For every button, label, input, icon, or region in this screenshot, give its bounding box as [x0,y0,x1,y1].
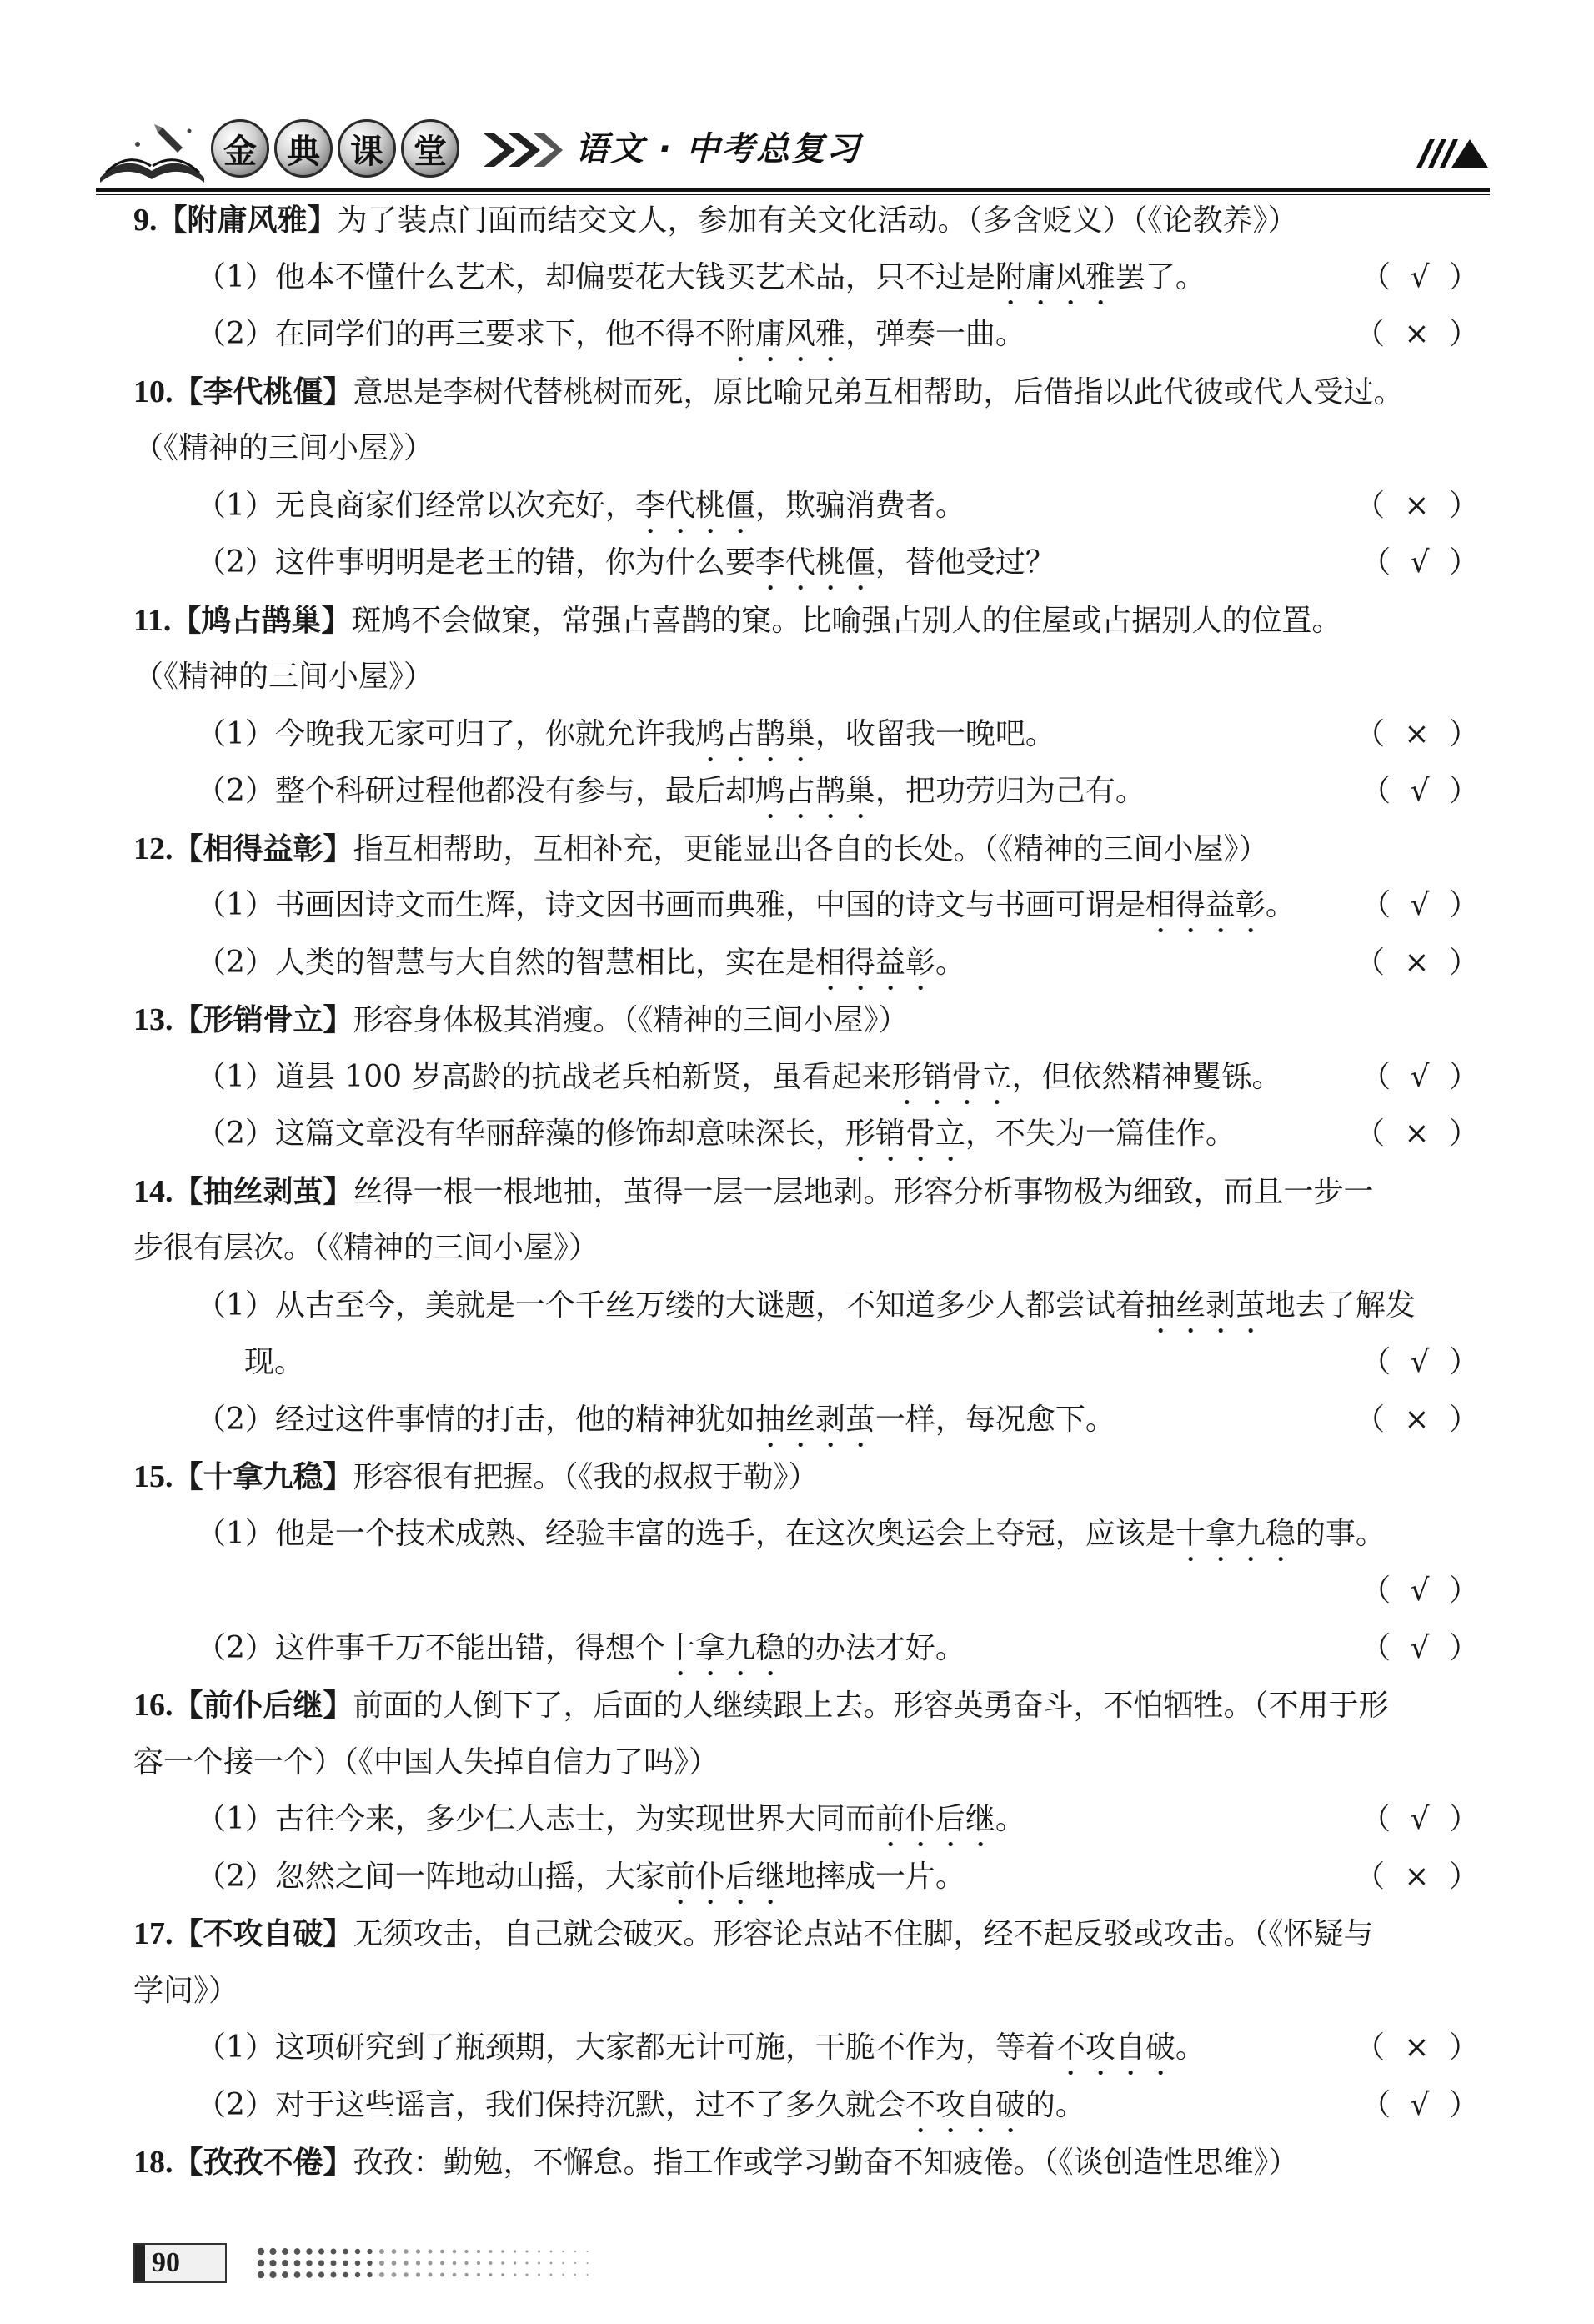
target-idiom: 形销骨立 [891,1059,1012,1094]
dot-mark [538,2274,540,2276]
dot-mark [538,2262,540,2265]
dot-mark [550,2274,553,2276]
answer-mark: （ √ ） [1361,1802,1484,1836]
target-idiom: 附庸风雅 [724,317,845,351]
dot-mark [331,2272,337,2278]
idiom-list [133,192,1484,2191]
idiom-heading: 【十拿九稳】 [173,1460,353,1494]
example-text: 一样，每况愈下。 [875,1402,1115,1437]
brand-title [211,119,459,178]
example-text: ，替他受过？ [875,545,1055,580]
idiom-definition: 前面的人倒下了，后面的人继续跟上去。形容英勇奋斗，不怕牺牲。（不用于形 [353,1689,1389,1723]
idiom-definition: 斑鸠不会做窠，常强占喜鹊的窠。比喻强占别人的住屋或占据别人的位置。 [351,603,1342,638]
dot-mark [392,2249,397,2254]
answer-mark: （ × ） [1354,1859,1484,1894]
dot-mark [428,2249,432,2253]
example-text: （1）这项研究到了瓶颈期，大家都无计可施，干脆不作为，等着 [196,2030,1055,2065]
example-text: （1）今晚我无家可归了，你就允许我 [196,716,695,751]
dot-mark [587,2274,589,2276]
dot-mark [574,2262,576,2264]
example-text: （1）无良商家们经常以次充好， [196,488,635,523]
dot-mark [404,2249,409,2254]
dot-mark [574,2251,576,2252]
dot-mark [501,2273,504,2276]
idiom-definition: 步很有层次。（《精神的三间小屋》） [133,1231,599,1265]
brand-char: 典 [274,119,333,178]
dot-mark [428,2272,432,2276]
example-sentence [133,306,1484,364]
example-sentence [133,478,1484,535]
idiom-definition: 形容很有把握。（《我的叔叔于勒》） [353,1460,819,1494]
dot-mark [562,2251,564,2252]
target-idiom: 不攻自破 [905,2087,1025,2122]
dot-mark [440,2250,444,2254]
dot-mark [282,2248,288,2255]
example-sentence [133,1849,1484,1906]
definition-continuation [133,1220,1484,1277]
dot-mark [258,2260,264,2266]
example-text: （1）他本不懂什么艺术，却偏要花大钱买艺术品，只不过是 [196,259,995,294]
definition-continuation [133,649,1484,706]
answer-mark: （ √ ） [1361,1574,1484,1608]
idiom-heading: 【不攻自破】 [173,1917,353,1951]
example-text: 现。 [244,1345,305,1379]
dot-mark [379,2261,384,2266]
example-sentence [133,1392,1484,1449]
entry-number: 12. [133,831,173,866]
dot-mark [392,2272,397,2277]
idiom-heading: 【李代桃僵】 [173,374,353,409]
example-text: 。 [995,1802,1025,1836]
dot-mark [587,2262,589,2264]
answer-mark: （ × ） [1354,716,1484,751]
answer-mark: （ √ ） [1361,259,1484,294]
dot-mark [489,2250,493,2253]
entry-heading-line [133,1163,1484,1221]
idiom-definition: 指互相帮助，互相补充，更能显出各自的长处。（《精神的三间小屋》） [353,831,1269,866]
idiom-definition: 无须攻击，自己就会破灭。形容论点站不住脚，经不起反驳或攻击。（《怀疑与 [353,1917,1374,1951]
dot-mark [269,2271,276,2278]
example-text: 的办法才好。 [784,1630,965,1665]
dot-mark [269,2248,276,2255]
dot-mark [501,2261,504,2265]
dot-mark [306,2271,312,2277]
example-text: （2）人类的智慧与大自然的智慧相比，实在是 [196,945,815,980]
dot-mark [331,2261,337,2266]
stripes-triangle-icon [1415,136,1490,169]
example-sentence [133,249,1484,307]
dot-mark [282,2271,288,2278]
example-text: （1）他是一个技术成熟、经验丰富的选手，在这次奥运会上夺冠，应该是 [196,1516,1175,1551]
example-sentence [133,1334,1484,1392]
dot-mark [318,2271,324,2277]
dot-mark [501,2250,504,2253]
dot-mark [428,2261,432,2265]
dot-mark [282,2260,288,2266]
target-idiom: 李代桃僵 [634,488,755,523]
idiom-definition: 学问》） [133,1973,239,2008]
answer-mark: （ √ ） [1361,1630,1484,1665]
target-idiom: 抽丝剥茧 [1145,1287,1266,1323]
dot-mark [538,2251,540,2253]
dot-mark [343,2261,348,2266]
dot-mark [587,2251,589,2252]
entry-heading-line [133,991,1484,1049]
example-text: （2）这件事千万不能出错，得想个 [196,1630,665,1665]
dot-mark [514,2273,516,2276]
target-idiom: 十拿九稳 [664,1630,785,1665]
example-text: （1）道县 100 岁高龄的抗战老兵柏新贤，虽看起来 [196,1059,892,1094]
dot-mark [574,2274,576,2276]
target-idiom: 鸠占鹊巢 [694,716,815,751]
example-text: （2）整个科研过程他都没有参与，最后却 [196,774,755,808]
dot-mark [464,2261,468,2265]
dot-mark [550,2262,553,2265]
example-text: 地去了解发 [1265,1287,1416,1323]
entry-heading-line [133,1905,1484,1963]
idiom-heading: 【形销骨立】 [173,1003,353,1037]
dot-mark [367,2249,372,2254]
dot-mark [343,2249,348,2255]
target-idiom: 附庸风雅 [995,259,1115,294]
idiom-heading: 【孜孜不倦】 [173,2146,353,2180]
target-idiom: 不攻自破 [1055,2030,1175,2065]
entry-number: 11. [133,602,172,638]
example-text: （1）古往今来，多少仁人志士，为实现世界大同而 [196,1802,875,1836]
answer-mark: （ × ） [1354,945,1484,980]
dot-mark [489,2261,493,2265]
example-sentence [133,935,1484,992]
example-sentence [133,1277,1484,1335]
definition-continuation [133,1734,1484,1792]
dot-mark [306,2260,312,2266]
page-header [96,104,1490,196]
idiom-heading: 【相得益彰】 [173,831,353,866]
entry-heading-line [133,364,1484,421]
entry-number: 13. [133,1002,173,1037]
example-text: 的事。 [1295,1516,1386,1551]
dot-mark [331,2249,337,2255]
dot-mark [392,2261,397,2266]
entry-heading-line [133,192,1484,249]
example-text: （2）在同学们的再三要求下，他不得不 [196,317,725,351]
dot-pattern-decoration [254,2245,604,2281]
answer-mark: （ × ） [1354,2030,1484,2065]
entry-number: 17. [133,1916,173,1951]
example-sentence [133,1506,1484,1564]
dot-mark [440,2261,444,2266]
dot-mark [525,2250,528,2252]
example-text: （1）从古至今，美就是一个千丝万缕的大谜题，不知道多少人都尝试着 [196,1287,1145,1323]
idiom-heading: 【前仆后继】 [173,1689,353,1723]
example-sentence [133,1049,1484,1107]
example-text: （2）这件事明明是老王的错，你为什么要 [196,545,755,580]
example-sentence [133,535,1484,592]
example-sentence [133,877,1484,935]
dot-mark [562,2274,564,2276]
entry-number: 16. [133,1688,173,1723]
answer-mark: （ √ ） [1361,774,1484,808]
idiom-heading: 【附庸风雅】 [157,203,338,238]
dot-mark [477,2261,480,2265]
entry-heading-line [133,2134,1484,2191]
example-sentence [133,1620,1484,1678]
dot-mark [477,2273,480,2276]
dot-mark [294,2271,301,2278]
entry-heading-line [133,1677,1484,1734]
example-text: ，不失为一篇佳作。 [965,1117,1236,1151]
dot-mark [379,2249,384,2254]
answer-mark: （ √ ） [1361,2087,1484,2122]
dot-mark [355,2272,360,2277]
example-sentence [133,1791,1484,1849]
idiom-definition: 意思是李树代替桃树而死，原比喻兄弟互相帮助，后借指以此代彼或代人受过。 [353,374,1404,409]
dot-mark [453,2250,457,2254]
dot-mark [562,2262,564,2264]
dot-mark [355,2261,360,2266]
dot-mark [318,2248,324,2254]
dot-mark [514,2250,516,2252]
answer-mark: （ × ） [1354,1117,1484,1151]
definition-continuation [133,420,1484,478]
dot-mark [464,2250,468,2253]
dot-mark [355,2249,360,2254]
answer-mark: （ √ ） [1361,888,1484,922]
idiom-definition: （《精神的三间小屋》） [133,431,434,465]
dot-mark [269,2260,276,2266]
answer-mark: （ √ ） [1361,545,1484,580]
double-chevron-icon [479,129,563,171]
open-book-logo-icon [96,119,208,184]
example-text: （2）这篇文章没有华丽辞藻的修饰却意味深长， [196,1117,845,1151]
answer-mark: （ × ） [1354,317,1484,351]
definition-continuation [133,1963,1484,2020]
dot-mark [258,2271,264,2278]
target-idiom: 前仆后继 [875,1802,995,1836]
example-text: 地摔成一片。 [784,1859,965,1894]
target-idiom: 鸠占鹊巢 [754,774,875,808]
entry-heading-line [133,821,1484,878]
idiom-definition: （《精神的三间小屋》） [133,660,434,694]
example-sentence [133,2020,1484,2077]
target-idiom: 形销骨立 [845,1117,965,1151]
entry-number: 18. [133,2145,173,2180]
dot-mark [404,2261,409,2266]
example-text: 。 [1175,2030,1206,2065]
example-text: （2）经过这件事情的打击，他的精神犹如 [196,1402,755,1437]
dot-mark [525,2273,528,2276]
dot-mark [343,2272,348,2278]
dot-mark [379,2272,384,2277]
dot-mark [306,2248,312,2254]
dot-mark [453,2261,457,2266]
example-text: 。 [1265,888,1296,922]
dot-mark [489,2273,493,2276]
target-idiom: 相得益彰 [815,945,935,980]
example-text: ，弹奏一曲。 [845,317,1025,351]
entry-number: 15. [133,1459,173,1494]
dot-mark [294,2248,301,2255]
dot-mark [464,2273,468,2276]
example-text: 罢了。 [1115,259,1206,294]
brand-char: 金 [211,119,269,178]
example-text: ，把功劳归为己有。 [875,774,1145,808]
dot-mark [477,2250,480,2253]
idiom-definition: 形容身体极其消瘦。（《精神的三间小屋》） [353,1003,909,1037]
entry-heading-line [133,1448,1484,1506]
brand-char: 课 [338,119,396,178]
answer-mark: （ √ ） [1361,1059,1484,1094]
page-number: 90 [133,2243,227,2283]
dot-mark [367,2272,372,2277]
example-text: ，欺骗消费者。 [754,488,965,523]
example-text: 的。 [1025,2087,1085,2122]
brand-char: 堂 [401,119,459,178]
dot-mark [453,2273,457,2277]
example-sentence [133,1563,1484,1620]
example-text: （2）忽然之间一阵地动山摇，大家 [196,1859,665,1894]
dot-mark [416,2249,420,2253]
example-text: 。 [935,945,965,980]
idiom-definition: 为了装点门面而结交文人，参加有关文化活动。（多含贬义）（《论教养》） [337,203,1298,238]
dot-mark [404,2272,409,2277]
answer-mark: （ × ） [1354,488,1484,523]
entry-number: 9. [133,203,158,238]
entry-heading-line [133,592,1484,650]
answer-mark: （ √ ） [1361,1345,1484,1379]
example-text: （1）书画因诗文而生辉，诗文因书画而典雅，中国的诗文与书画可谓是 [196,888,1145,922]
dot-mark [440,2273,444,2277]
example-text: ，但依然精神矍铄。 [1011,1059,1282,1094]
target-idiom: 十拿九稳 [1175,1516,1296,1551]
dot-mark [416,2261,420,2265]
entry-number: 10. [133,374,173,409]
dot-mark [525,2261,528,2264]
target-idiom: 李代桃僵 [754,545,875,580]
dot-mark [416,2272,420,2276]
example-sentence [133,706,1484,764]
example-text: （2）对于这些谣言，我们保持沉默，过不了多久就会 [196,2087,905,2122]
idiom-definition: 容一个接一个）（《中国人失掉自信力了吗》） [133,1744,719,1779]
dot-mark [318,2260,324,2266]
target-idiom: 抽丝剥茧 [754,1402,875,1437]
dot-mark [294,2260,301,2266]
target-idiom: 前仆后继 [664,1859,785,1894]
dot-mark [367,2261,372,2266]
idiom-definition: 孜孜：勤勉，不懈怠。指工作或学习勤奋不知疲倦。（《谈创造性思维》） [353,2146,1299,2180]
subject-title: 语文 · 中考总复习 [575,130,862,168]
dot-mark [550,2251,553,2253]
example-sentence [133,763,1484,821]
entry-number: 14. [133,1173,173,1209]
example-text: ，收留我一晚吧。 [815,716,1055,751]
dot-mark [514,2261,516,2264]
target-idiom: 相得益彰 [1145,888,1266,922]
answer-mark: （ × ） [1354,1402,1484,1437]
example-sentence [133,2077,1484,2135]
idiom-definition: 丝得一根一根地抽，茧得一层一层地剥。形容分析事物极为细致，而且一步一 [353,1174,1374,1209]
dot-mark [258,2248,264,2255]
example-sentence [133,1106,1484,1163]
idiom-heading: 【抽丝剥茧】 [173,1174,353,1209]
idiom-heading: 【鸠占鹊巢】 [171,603,352,638]
